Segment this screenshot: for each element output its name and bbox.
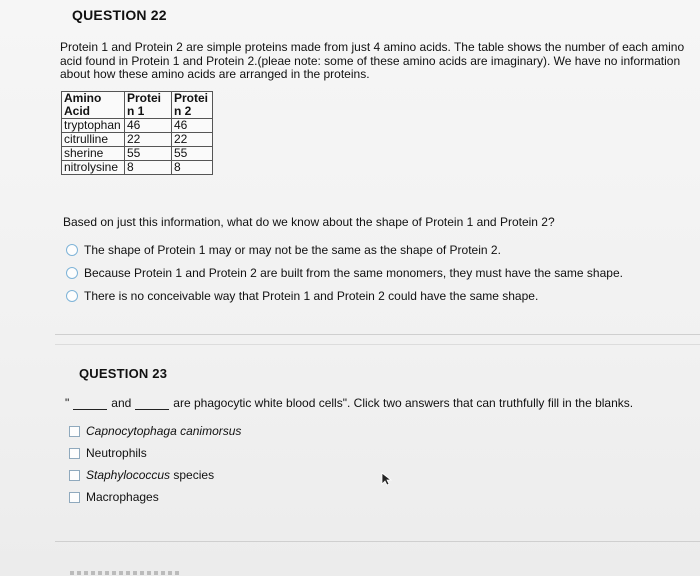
- table-row: [62, 133, 213, 147]
- prompt-and: and: [111, 396, 132, 410]
- table-row: [62, 147, 213, 161]
- radio-button[interactable]: [66, 290, 78, 302]
- table-cell: 8: [125, 161, 172, 175]
- table-cell: 46: [125, 119, 172, 133]
- checkbox-option-label[interactable]: Capnocytophaga canimorsus: [86, 424, 242, 438]
- question-divider: [55, 344, 700, 345]
- checkbox-option-4[interactable]: [69, 486, 241, 508]
- table-cell: 55: [125, 147, 172, 161]
- next-question-header-stub: [70, 571, 180, 575]
- table-cell: 46: [172, 119, 213, 133]
- table-cell: 22: [172, 133, 213, 147]
- table-cell: 22: [125, 133, 172, 147]
- answer-option-label[interactable]: There is no conceivable way that Protein 1 and Protein 2 could have the same shape.: [84, 288, 539, 303]
- answer-option-3[interactable]: [66, 284, 623, 307]
- checkbox-option-3[interactable]: [69, 464, 241, 486]
- table-cell: tryptophan: [62, 119, 125, 133]
- question-22-header: QUESTION 22: [72, 7, 167, 23]
- table-cell: 55: [172, 147, 213, 161]
- checkbox[interactable]: [69, 426, 80, 437]
- table-row: [62, 119, 213, 133]
- answer-option-1[interactable]: [66, 238, 623, 261]
- question-22-options: [66, 238, 623, 307]
- checkbox-option-label[interactable]: Staphylococcus species: [86, 468, 215, 482]
- amino-acid-table: [61, 91, 213, 175]
- checkbox[interactable]: [69, 470, 80, 481]
- fill-blank-1: [73, 397, 107, 410]
- open-quote: ": [65, 396, 70, 410]
- table-header-row: [62, 92, 213, 119]
- table-header-cell: Protei n 2: [172, 92, 213, 119]
- checkbox[interactable]: [69, 492, 80, 503]
- checkbox[interactable]: [69, 448, 80, 459]
- table-cell: citrulline: [62, 133, 125, 147]
- answer-option-2[interactable]: [66, 261, 623, 284]
- checkbox-option-2[interactable]: [69, 442, 241, 464]
- mouse-cursor-icon: [381, 472, 393, 486]
- question-23-header: QUESTION 23: [79, 366, 168, 381]
- checkbox-option-label[interactable]: Neutrophils: [86, 446, 147, 460]
- prompt-rest: are phagocytic white blood cells". Click two answers that can truthfully fill in the blanks.: [173, 396, 634, 410]
- table-row: [62, 161, 213, 175]
- checkbox-option-label[interactable]: Macrophages: [86, 490, 159, 504]
- table-cell: 8: [172, 161, 213, 175]
- answer-option-label[interactable]: Because Protein 1 and Protein 2 are built from the same monomers, they must have the same shape.: [84, 265, 623, 280]
- table-cell: sherine: [62, 147, 125, 161]
- radio-button[interactable]: [66, 267, 78, 279]
- table-cell: nitrolysine: [62, 161, 125, 175]
- table-header-cell: Amino Acid: [62, 92, 125, 119]
- fill-blank-2: [135, 397, 169, 410]
- question-divider: [55, 334, 700, 335]
- question-22-intro: Protein 1 and Protein 2 are simple proteins made from just 4 amino acids. The table shows the number of each amino acid found in Protein 1 and Protein 2.(pleae note: some of these amino acids are imaginary). We have no information about how these amino acids are arranged in the proteins.: [60, 40, 685, 81]
- table-header-cell: Protei n 1: [125, 92, 172, 119]
- question-23-prompt: [65, 396, 633, 410]
- checkbox-option-1[interactable]: [69, 420, 241, 442]
- question-divider: [55, 541, 700, 542]
- question-22-prompt: Based on just this information, what do we know about the shape of Protein 1 and Protein 2?: [63, 215, 555, 229]
- answer-option-label[interactable]: The shape of Protein 1 may or may not be the same as the shape of Protein 2.: [84, 242, 501, 257]
- question-23-options: [69, 420, 241, 508]
- radio-button[interactable]: [66, 244, 78, 256]
